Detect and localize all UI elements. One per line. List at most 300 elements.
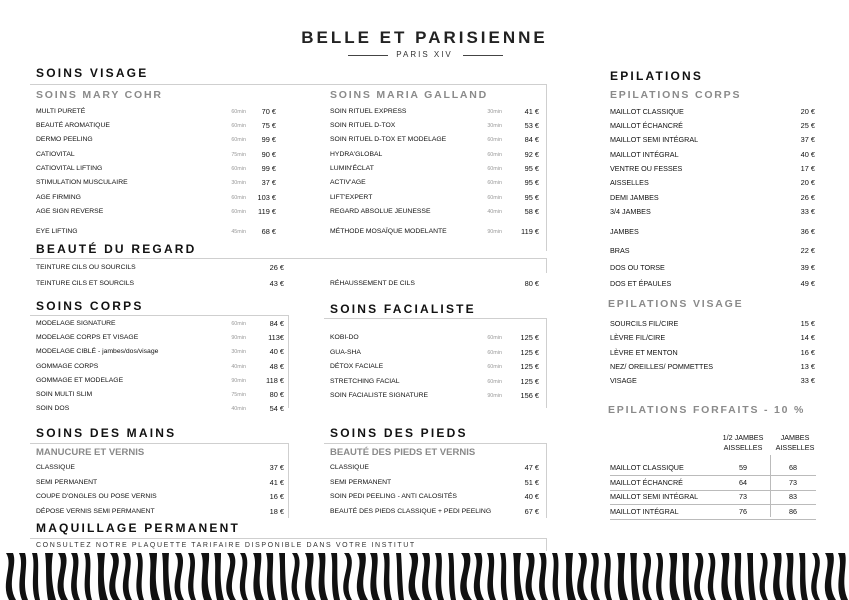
- list-item: [36, 360, 286, 374]
- list-item: [330, 505, 545, 519]
- item-duration: 60min: [231, 209, 246, 215]
- item-price: 41 €: [524, 107, 539, 116]
- section-title-maquillage-permanent: MAQUILLAGE PERMANENT: [36, 521, 240, 535]
- zebra-stripe: [19, 553, 28, 600]
- item-duration: 30min: [231, 349, 246, 356]
- zebra-stripe: [188, 553, 196, 600]
- table-cell-name: MAILLOT INTÉGRAL: [610, 506, 679, 516]
- item-name: STRETCHING FACIAL: [330, 377, 400, 385]
- zebra-stripe: [305, 553, 316, 600]
- item-price: 40 €: [269, 347, 284, 357]
- item-name: DERMO PEELING: [36, 136, 93, 143]
- item-price: 39 €: [800, 263, 815, 272]
- zebra-stripe: [409, 553, 420, 600]
- list-item: [36, 331, 286, 345]
- item-price: 68 €: [261, 227, 276, 236]
- item-duration: 60min: [231, 123, 246, 129]
- zebra-stripe: [630, 553, 640, 600]
- item-price: 37 €: [800, 135, 815, 144]
- list-item: [36, 317, 286, 331]
- item-price: 20 €: [800, 107, 815, 116]
- item-price: 40 €: [800, 150, 815, 159]
- item-name: MODELAGE CORPS ET VISAGE: [36, 334, 139, 342]
- list-item: [330, 191, 545, 205]
- brand-subtitle: PARIS XIV: [396, 50, 453, 59]
- item-duration: 40min: [487, 209, 502, 215]
- item-name: AGE SIGN REVERSE: [36, 208, 104, 215]
- list-item: [36, 345, 286, 359]
- item-name: SOIN RITUEL D-TOX ET MODELAGE: [330, 136, 447, 143]
- list-item: [610, 261, 815, 275]
- table-cell-name: MAILLOT ÉCHANCRÉ: [610, 477, 683, 487]
- item-price: 75 €: [261, 121, 276, 130]
- item-duration: 60min: [231, 321, 246, 327]
- zebra-stripe: [240, 553, 248, 600]
- list-item: [610, 205, 815, 219]
- zebra-stripe: [6, 553, 16, 600]
- zebra-stripe: [656, 553, 664, 600]
- item-price: 125 €: [520, 333, 539, 342]
- item-price: 90 €: [261, 150, 276, 159]
- zebra-stripe: [811, 553, 820, 600]
- item-duration: 60min: [487, 166, 502, 172]
- item-duration: 75min: [231, 392, 246, 398]
- zebra-stripe: [97, 553, 108, 600]
- table-cell-name: MAILLOT CLASSIQUE: [610, 463, 684, 472]
- table-row: [610, 490, 816, 505]
- item-duration: 60min: [487, 335, 502, 341]
- zebra-stripe: [760, 553, 768, 600]
- table-cell-jambes: 86: [789, 506, 797, 516]
- forfaits-col-header-jambes: JAMBES AISSELLES: [775, 433, 815, 452]
- zebra-stripe: [279, 553, 288, 600]
- item-price: 58 €: [524, 207, 539, 216]
- list-item: [330, 162, 545, 176]
- zebra-stripe: [786, 553, 796, 600]
- item-price: 13 €: [800, 362, 815, 371]
- zebra-stripe: [331, 553, 340, 600]
- item-price: 125 €: [520, 362, 539, 371]
- zebra-stripe: [643, 553, 652, 600]
- item-price: 16 €: [269, 492, 284, 501]
- list-item: [610, 119, 815, 133]
- list-item: [610, 148, 815, 162]
- item-name: GOMMAGE CORPS: [36, 362, 99, 370]
- item-name: DÉTOX FACIALE: [330, 363, 384, 370]
- item-price: 33 €: [800, 207, 815, 216]
- item-name: GOMMAGE ET MODELAGE: [36, 376, 124, 384]
- section-title-soins-des-mains: SOINS DES MAINS: [36, 426, 177, 440]
- zebra-stripe: [838, 553, 848, 600]
- item-name: HYDRA'GLOBAL: [330, 151, 383, 158]
- item-name: SEMI PERMANENT: [36, 478, 98, 486]
- item-duration: 45min: [231, 229, 246, 235]
- item-price: 92 €: [524, 150, 539, 159]
- maquillage-note: CONSULTEZ NOTRE PLAQUETTE TARIFAIRE DISPONIBLE DANS VOTRE INSTITUT: [36, 542, 416, 549]
- brand-title: BELLE ET PARISIENNE: [301, 28, 548, 47]
- zebra-stripe: [214, 553, 224, 600]
- zebra-stripe: [45, 553, 56, 600]
- item-price: 99 €: [261, 135, 276, 144]
- zebra-stripe: [84, 553, 92, 600]
- list-item: [36, 490, 286, 504]
- list-item: [610, 225, 815, 239]
- zebra-stripe: [500, 553, 508, 600]
- subtitle-beaute-des-pieds: BEAUTÉ DES PIEDS ET VERNIS: [330, 447, 476, 458]
- item-name: SOIN DOS: [36, 405, 70, 413]
- zebra-stripe: [162, 553, 172, 600]
- zebra-stripe: [422, 553, 432, 600]
- list-item: [610, 374, 815, 388]
- zebra-stripe: [383, 553, 392, 600]
- list-item: [330, 476, 545, 490]
- table-cell-jambes: 83: [789, 492, 797, 501]
- list-item: [330, 331, 545, 345]
- item-duration: 40min: [231, 363, 246, 370]
- item-price: 26 €: [269, 263, 284, 272]
- zebra-stripe: [357, 553, 368, 600]
- zebra-stripe: [513, 553, 524, 600]
- item-name: MAILLOT CLASSIQUE: [610, 107, 684, 116]
- item-price: 37 €: [269, 463, 284, 472]
- item-duration: 60min: [487, 195, 502, 201]
- list-item: [610, 162, 815, 176]
- list-item: [330, 148, 545, 162]
- zebra-stripe: [292, 553, 300, 600]
- table-cell-jambes: 73: [789, 477, 797, 487]
- list-item: [330, 225, 545, 239]
- item-price: 41 €: [269, 477, 284, 487]
- zebra-stripe: [32, 553, 40, 600]
- item-name: VISAGE: [610, 376, 637, 385]
- list-item: [36, 277, 286, 291]
- item-name: RÉHAUSSEMENT DE CILS: [330, 280, 415, 287]
- item-name: SEMI PERMANENT: [330, 478, 392, 486]
- item-price: 17 €: [800, 164, 815, 173]
- item-price: 25 €: [800, 121, 815, 130]
- item-name: MODELAGE CIBLÉ - jambes/dos/visage: [36, 348, 159, 356]
- zebra-stripe: [58, 553, 68, 600]
- item-price: 70 €: [261, 107, 276, 116]
- list-item: [610, 277, 815, 291]
- item-name: CLASSIQUE: [330, 464, 369, 471]
- item-duration: 60min: [231, 195, 246, 201]
- zebra-stripe: [694, 553, 704, 600]
- zebra-stripe: [474, 553, 484, 600]
- list-item: [610, 346, 815, 360]
- item-price: 80 €: [269, 390, 284, 399]
- item-duration: 90min: [231, 335, 246, 342]
- item-price: 53 €: [524, 121, 539, 130]
- item-name: JAMBES: [610, 227, 639, 236]
- zebra-stripe: [825, 553, 836, 600]
- item-price: 15 €: [800, 319, 815, 328]
- item-price: 37 €: [261, 178, 276, 187]
- table-cell-demi-jambes: 73: [739, 492, 747, 501]
- item-name: SOIN RITUEL D-TOX: [330, 122, 396, 129]
- item-price: 54 €: [269, 404, 284, 414]
- list-item: [36, 176, 286, 190]
- zebra-stripe: [318, 553, 328, 600]
- table-cell-demi-jambes: 76: [739, 506, 747, 516]
- zebra-stripe: [266, 553, 276, 600]
- zebra-pattern-band: [0, 553, 849, 600]
- item-name: CATIOVITAL: [36, 151, 75, 158]
- item-price: 95 €: [524, 178, 539, 187]
- item-price: 125 €: [520, 347, 539, 357]
- item-name: CLASSIQUE: [36, 464, 75, 471]
- item-duration: 60min: [487, 378, 502, 385]
- section-subtitle-maria-galland: SOINS MARIA GALLAND: [330, 89, 489, 101]
- list-item: [330, 205, 545, 219]
- zebra-stripe: [253, 553, 264, 600]
- table-row: [610, 476, 816, 491]
- zebra-stripe: [175, 553, 184, 600]
- zebra-stripe: [226, 553, 236, 600]
- section-title-soins-corps: SOINS CORPS: [36, 299, 144, 313]
- zebra-stripe: [552, 553, 560, 600]
- item-name: DOS OU TORSE: [610, 263, 665, 272]
- item-price: 26 €: [800, 193, 815, 202]
- list-item: [330, 346, 545, 360]
- item-duration: 90min: [487, 229, 502, 235]
- table-cell-demi-jambes: 59: [739, 463, 747, 472]
- forfaits-column-divider: [770, 455, 771, 517]
- item-duration: 90min: [231, 377, 246, 384]
- item-name: LÈVRE ET MENTON: [610, 348, 678, 357]
- item-price: 95 €: [524, 193, 539, 202]
- zebra-stripe: [487, 553, 496, 600]
- section-title-epilations: EPILATIONS: [610, 69, 704, 83]
- item-duration: 60min: [487, 349, 502, 356]
- list-item: [610, 133, 815, 147]
- item-price: 119 €: [521, 227, 539, 236]
- item-duration: 40min: [231, 406, 246, 413]
- item-price: 80 €: [524, 279, 539, 288]
- list-item: [610, 191, 815, 205]
- list-item: [36, 191, 286, 205]
- section-title-soins-visage: SOINS VISAGE: [36, 66, 149, 80]
- table-cell-jambes: 68: [789, 463, 797, 472]
- item-duration: 90min: [487, 393, 502, 399]
- item-price: 14 €: [800, 333, 815, 342]
- item-price: 84 €: [269, 319, 284, 328]
- item-price: 99 €: [261, 164, 276, 173]
- zebra-stripe: [396, 553, 404, 600]
- item-name: VENTRE OU FESSES: [610, 164, 683, 173]
- section-subtitle-mary-cohr: SOINS MARY COHR: [36, 89, 163, 101]
- zebra-stripe: [669, 553, 680, 600]
- list-item: [330, 461, 545, 475]
- item-price: 36 €: [800, 227, 815, 236]
- list-item: [330, 105, 545, 119]
- item-name: DOS ET ÉPAULES: [610, 279, 672, 288]
- item-price: 16 €: [800, 348, 815, 357]
- item-name: LIFT'EXPERT: [330, 194, 373, 201]
- item-price: 118 €: [266, 375, 284, 385]
- section-title-soins-des-pieds: SOINS DES PIEDS: [330, 426, 468, 440]
- item-price: 67 €: [524, 506, 539, 516]
- item-price: 51 €: [524, 477, 539, 487]
- item-duration: 60min: [487, 152, 502, 158]
- list-item: [610, 317, 815, 331]
- item-price: 43 €: [269, 279, 284, 288]
- forfaits-col-header-demi-jambes: 1/2 JAMBES AISSELLES: [722, 433, 764, 452]
- item-price: 156 €: [520, 391, 539, 400]
- zebra-stripe: [201, 553, 212, 600]
- zebra-stripe: [682, 553, 692, 600]
- item-price: 48 €: [269, 361, 284, 371]
- zebra-stripe: [617, 553, 628, 600]
- table-row: [610, 505, 816, 520]
- item-price: 33 €: [800, 376, 815, 385]
- table-row: [610, 461, 816, 476]
- item-duration: 30min: [231, 180, 246, 186]
- item-name: MÉTHODE MOSAÏQUE MODELANTE: [330, 228, 447, 235]
- list-item: [36, 225, 286, 239]
- list-item: [330, 119, 545, 133]
- item-price: 84 €: [524, 135, 539, 144]
- zebra-stripe: [734, 553, 744, 600]
- item-name: SOIN RITUEL EXPRESS: [330, 108, 407, 115]
- section-title-beaute-du-regard: BEAUTÉ DU REGARD: [36, 242, 197, 256]
- zebra-stripe: [526, 553, 536, 600]
- zebra-stripe: [565, 553, 576, 600]
- item-name: BEAUTÉ AROMATIQUE: [36, 122, 110, 129]
- brand-divider-right: [463, 55, 503, 56]
- item-name: LUMIN'ÉCLAT: [330, 165, 374, 172]
- list-item: [330, 375, 545, 389]
- item-price: 125 €: [520, 376, 539, 386]
- list-item: [36, 162, 286, 176]
- item-name: 3/4 JAMBES: [610, 207, 651, 216]
- item-name: LÈVRE FIL/CIRE: [610, 333, 666, 342]
- zebra-stripe: [149, 553, 160, 600]
- zebra-stripe: [591, 553, 600, 600]
- zebra-stripe: [109, 553, 120, 600]
- item-name: MAILLOT INTÉGRAL: [610, 150, 679, 159]
- item-name: STIMULATION MUSCULAIRE: [36, 179, 128, 186]
- item-name: MULTI PURETÉ: [36, 108, 86, 115]
- item-price: 113€: [268, 333, 284, 343]
- list-item: [36, 461, 286, 475]
- item-name: CATIOVITAL LIFTING: [36, 165, 103, 172]
- list-item: [330, 389, 545, 403]
- item-duration: 30min: [487, 109, 502, 115]
- item-duration: 60min: [487, 180, 502, 186]
- list-item: [36, 374, 286, 388]
- item-name: AISSELLES: [610, 178, 649, 187]
- item-name: DÉPOSE VERNIS SEMI PERMANENT: [36, 507, 155, 515]
- item-price: 103 €: [257, 193, 276, 202]
- list-item: [36, 133, 286, 147]
- list-item: [610, 105, 815, 119]
- zebra-stripe: [747, 553, 756, 600]
- item-duration: 75min: [231, 152, 246, 158]
- zebra-stripe: [343, 553, 352, 600]
- item-name: ACTIV'AGE: [330, 179, 366, 186]
- zebra-stripe: [370, 553, 380, 600]
- item-duration: 60min: [231, 166, 246, 172]
- item-name: DEMI JAMBES: [610, 193, 659, 202]
- table-cell-demi-jambes: 64: [739, 477, 747, 487]
- zebra-stripe: [799, 553, 808, 600]
- list-item: [610, 176, 815, 190]
- item-name: SOIN PEDI PEELING - ANTI CALOSITÉS: [330, 493, 457, 500]
- subtitle-manucure-et-vernis: MANUCURE ET VERNIS: [36, 447, 145, 458]
- list-item: [610, 244, 815, 258]
- item-price: 40 €: [524, 492, 539, 501]
- item-name: EYE LIFTING: [36, 228, 78, 235]
- item-price: 18 €: [269, 506, 284, 516]
- section-subtitle-epilations-forfaits: EPILATIONS FORFAITS - 10 %: [608, 404, 806, 416]
- list-item: [330, 490, 545, 504]
- item-name: COUPE D'ONGLES OU POSE VERNIS: [36, 493, 157, 500]
- list-item: [36, 105, 286, 119]
- list-item: [36, 205, 286, 219]
- list-item: [330, 360, 545, 374]
- item-name: BRAS: [610, 246, 630, 255]
- item-name: REGARD ABSOLUE JEUNESSE: [330, 208, 431, 215]
- item-name: KOBI-DO: [330, 334, 359, 341]
- zebra-stripe: [577, 553, 588, 600]
- item-name: BEAUTÉ DES PIEDS CLASSIQUE + PEDI PEELING: [330, 507, 492, 515]
- list-item: [36, 119, 286, 133]
- zebra-stripe: [539, 553, 548, 600]
- zebra-stripe: [71, 553, 80, 600]
- zebra-stripe: [721, 553, 732, 600]
- item-name: MAILLOT SEMI INTÉGRAL: [610, 135, 699, 144]
- item-price: 20 €: [800, 178, 815, 187]
- zebra-stripe: [123, 553, 132, 600]
- list-item: [330, 133, 545, 147]
- list-item: [36, 505, 286, 519]
- zebra-stripe: [708, 553, 716, 600]
- zebra-stripe: [136, 553, 144, 600]
- item-name: NEZ/ OREILLES/ POMMETTES: [610, 362, 714, 371]
- item-price: 95 €: [524, 164, 539, 173]
- list-item: [36, 402, 286, 416]
- item-duration: 60min: [231, 137, 246, 143]
- item-name: MODELAGE SIGNATURE: [36, 320, 116, 327]
- item-duration: 60min: [231, 109, 246, 115]
- list-item: [330, 277, 545, 291]
- item-name: SOIN MULTI SLIM: [36, 391, 93, 398]
- item-price: 47 €: [524, 463, 539, 472]
- list-item: [330, 176, 545, 190]
- item-name: GUA-SHA: [330, 348, 361, 356]
- item-duration: 60min: [487, 137, 502, 143]
- item-price: 49 €: [800, 279, 815, 288]
- zebra-stripe: [448, 553, 456, 600]
- item-name: SOURCILS FIL/CIRE: [610, 319, 679, 328]
- list-item: [36, 476, 286, 490]
- zebra-stripe: [773, 553, 784, 600]
- section-subtitle-epilations-corps: EPILATIONS CORPS: [610, 89, 742, 101]
- zebra-stripe: [435, 553, 444, 600]
- list-item: [610, 360, 815, 374]
- item-name: TEINTURE CILS OU SOURCILS: [36, 264, 136, 271]
- list-item: [36, 148, 286, 162]
- item-duration: 30min: [487, 123, 502, 129]
- list-item: [36, 388, 286, 402]
- item-price: 119 €: [258, 207, 276, 216]
- zebra-stripe: [460, 553, 472, 600]
- section-subtitle-epilations-visage: EPILATIONS VISAGE: [608, 298, 744, 310]
- item-name: AGE FIRMING: [36, 194, 81, 201]
- item-name: MAILLOT ÉCHANCRÉ: [610, 121, 683, 130]
- table-cell-name: MAILLOT SEMI INTÉGRAL: [610, 492, 699, 501]
